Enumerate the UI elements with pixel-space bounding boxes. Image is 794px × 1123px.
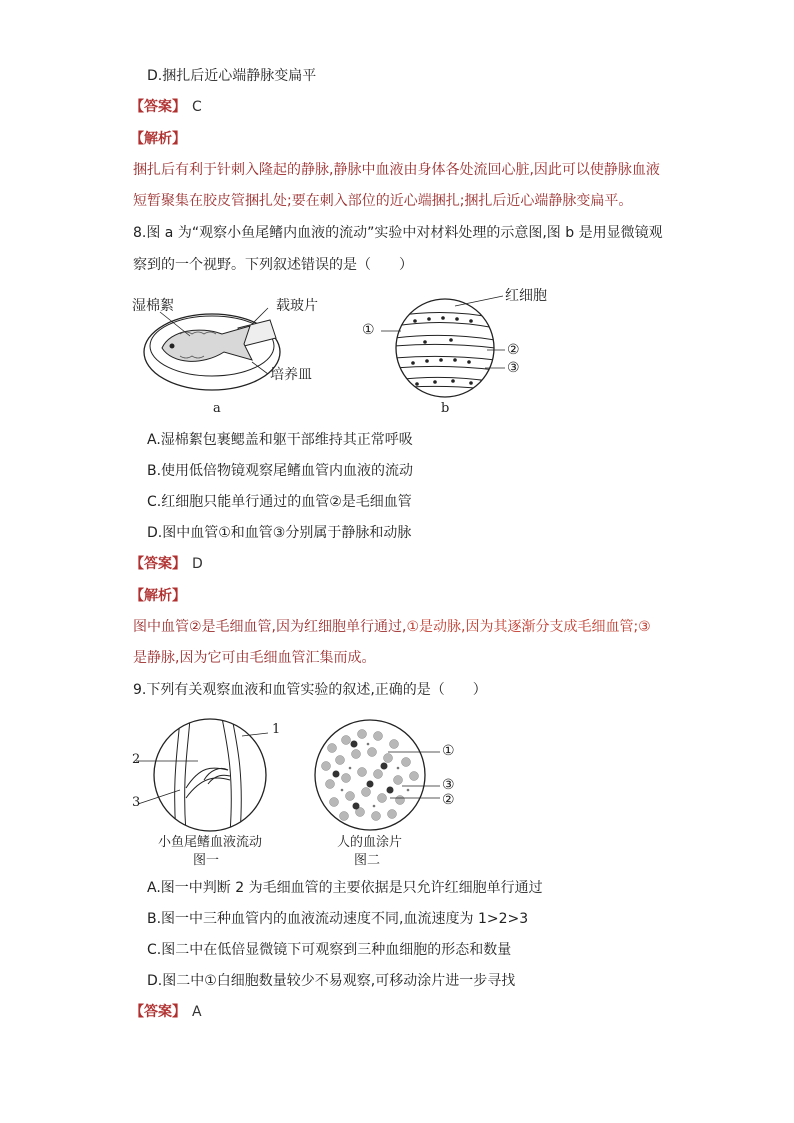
fig2-label-3: ③ [442, 777, 455, 793]
fig1-caption-title: 小鱼尾鳍血液流动 [158, 835, 263, 850]
label-wet-cotton: 湿棉絮 [132, 298, 174, 314]
q8-analysis-part-b: ①是动脉,因为其逐渐分支成毛细血管;③ [406, 619, 651, 635]
fig2-caption-title: 人的血涂片 [337, 835, 403, 850]
q9-answer-value: A [192, 1004, 202, 1020]
q8-analysis-part-a: 图中血管②是毛细血管,因为红细胞单行通过, [133, 619, 407, 635]
q9-option-c: C.图二中在低倍显微镜下可观察到三种血细胞的形态和数量 [147, 942, 512, 958]
answer-tag-text: 【答案】 [130, 556, 186, 572]
q8-stem-line1: 8.图 a 为“观察小鱼尾鳍内血液的流动”实验中对材料处理的示意图,图 b 是用显微镜观 [133, 225, 663, 241]
q8-analysis-line1 [133, 617, 651, 637]
q7-answer-tag [130, 97, 202, 117]
fish-tail-vessels-figure [150, 718, 270, 833]
q9-option-b: B.图一中三种血管内的血液流动速度不同,血流速度为 1>2>3 [147, 911, 529, 927]
microscope-view-b [395, 298, 495, 398]
q7-analysis-line1: 捆扎后有利于针刺入隆起的静脉,静脉中血液由身体各处流回心脏,因此可以使静脉血液 [133, 162, 660, 178]
q8-answer-value: D [192, 556, 203, 572]
q7-answer-value: C [192, 99, 202, 115]
fig1-label-2: 2 [132, 752, 141, 767]
answer-tag-text: 【答案】 [130, 99, 186, 115]
fig2-caption-name: 图二 [354, 853, 381, 868]
label-vessel-1: ① [362, 322, 375, 338]
label-vessel-3: ③ [507, 360, 520, 376]
label-vessel-2: ② [507, 342, 520, 358]
fig1-label-3: 3 [132, 795, 141, 810]
q8-option-d: D.图中血管①和血管③分别属于静脉和动脉 [147, 525, 412, 541]
q8-analysis-line2: 是静脉,因为它可由毛细血管汇集而成。 [133, 650, 376, 666]
figure-b-caption: b [441, 401, 450, 416]
label-red-blood-cell: 红细胞 [505, 288, 547, 304]
blood-smear-figure [312, 718, 432, 833]
fig1-caption-name: 图一 [193, 853, 220, 868]
q8-option-c: C.红细胞只能单行通过的血管②是毛细血管 [147, 494, 412, 510]
label-dish: 培养皿 [270, 367, 312, 383]
answer-tag-text: 【答案】 [130, 1004, 186, 1020]
q8-analysis-tag: 【解析】 [130, 588, 186, 604]
q7-analysis-line2: 短暂聚集在胶皮管捆扎处;要在刺入部位的近心端捆扎;捆扎后近心端静脉变扁平。 [133, 193, 633, 209]
figure-a-caption: a [213, 401, 221, 416]
q7-option-d: D.捆扎后近心端静脉变扁平 [147, 68, 317, 84]
q8-stem-line2: 察到的一个视野。下列叙述错误的是（ ） [133, 257, 413, 273]
q8-option-a: A.湿棉絮包裹鳃盖和躯干部维持其正常呼吸 [147, 432, 413, 448]
fig2-label-2: ② [442, 792, 455, 808]
q9-option-a: A.图一中判断 2 为毛细血管的主要依据是只允许红细胞单行通过 [147, 880, 543, 896]
q9-option-d: D.图二中①白细胞数量较少不易观察,可移动涂片进一步寻找 [147, 973, 516, 989]
fig1-label-1: 1 [272, 722, 281, 737]
q9-stem: 9.下列有关观察血液和血管实验的叙述,正确的是（ ） [133, 682, 487, 698]
q7-analysis-tag: 【解析】 [130, 131, 186, 147]
label-slide: 载玻片 [276, 298, 318, 314]
q8-option-b: B.使用低倍物镜观察尾鳍血管内血液的流动 [147, 463, 414, 479]
q9-answer-tag [130, 1002, 202, 1022]
fig2-label-1: ① [442, 743, 455, 759]
q8-answer-tag [130, 554, 203, 574]
